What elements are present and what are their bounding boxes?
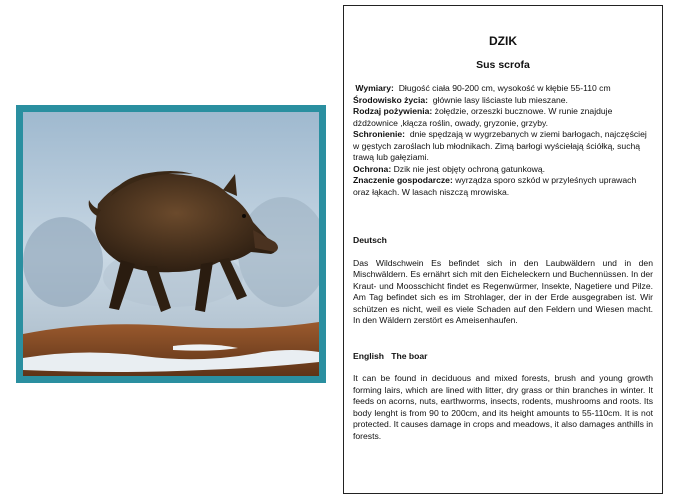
info-card [343,5,663,494]
food-row [353,106,653,129]
card-title: DZIK [489,34,517,48]
shelter-row [353,129,653,164]
food-label: Rodzaj pożywienia: [353,106,433,116]
economic-row [353,175,653,198]
protection-text: Dzik nie jest objęty ochroną gatunkową. [393,163,546,174]
habitat-label: Środowisko życia: [353,94,428,105]
food-text: żołędzie, orzeszki bucznowe. W runie znajduje dżdżownice ,kłącza roślin, owady, gryzonie, grzyby. [353,106,613,128]
economic-label: Znaczenie gospodarcze: [353,175,453,185]
habitat-text: głównie lasy liściaste lub mieszane. [432,94,568,105]
english-heading: English The boar [353,350,428,361]
deutsch-text: Das Wildschwein Es befindet sich in den Laubwäldern und in den Mischwäldern. Es ernährt sich mit den Eicheleckern und Buchennüssen. In der Kraut- und Moosschicht findet es Regenwürmer, Insekte, Nagetiere und Pilze. Am Tag befindet sich es im Strohlager, der in der Erde ausgegraben ist. Wir schützen es nicht, weil es viele Schaden auf den Feldern und Wiesen macht. In den Wäldern zerstört es Ameisenhaufen. [353,257,653,325]
habitat-row [353,95,653,107]
protection-label: Ochrona: [353,163,392,174]
shelter-label: Schronienie: [353,129,406,139]
wild-boar-photo [23,112,319,376]
english-text: It can be found in deciduous and mixed forests, brush and young growth forming lairs, which are lined with litter, dry grass or thin branches in winter. It feeds on acorns, nuts, earthworms, insects, rodents, mushrooms and roots. Its body lenght is from 90 to 200cm, and its height amounts to 55-110cm. It is not protected. It causes damage in crops and meadows, it also damages anthills in forests. [353,373,653,441]
photo-frame [16,105,326,383]
dimensions-row [353,83,653,95]
polish-section [353,83,653,198]
dimensions-label: Wymiary: [355,83,394,93]
deutsch-heading: Deutsch [353,235,387,245]
economic-text: wyrządza sporo szkód w przyleśnych uprawach oraz łąkach. W lasach niszczą mrowiska. [353,175,637,197]
latin-name: Sus scrofa [476,58,530,71]
shelter-text: dnie spędzają w wygrzebanych w ziemi barłogach, najczęściej w gęstych zaroślach lub młodnikach. Zimą barłogi wyściełają ściółką, suchą trawą lub gałęziami. [353,129,647,162]
dimensions-text: Długość ciała 90-200 cm, wysokość w kłębie 55-110 cm [398,83,611,93]
protection-row [353,164,653,176]
